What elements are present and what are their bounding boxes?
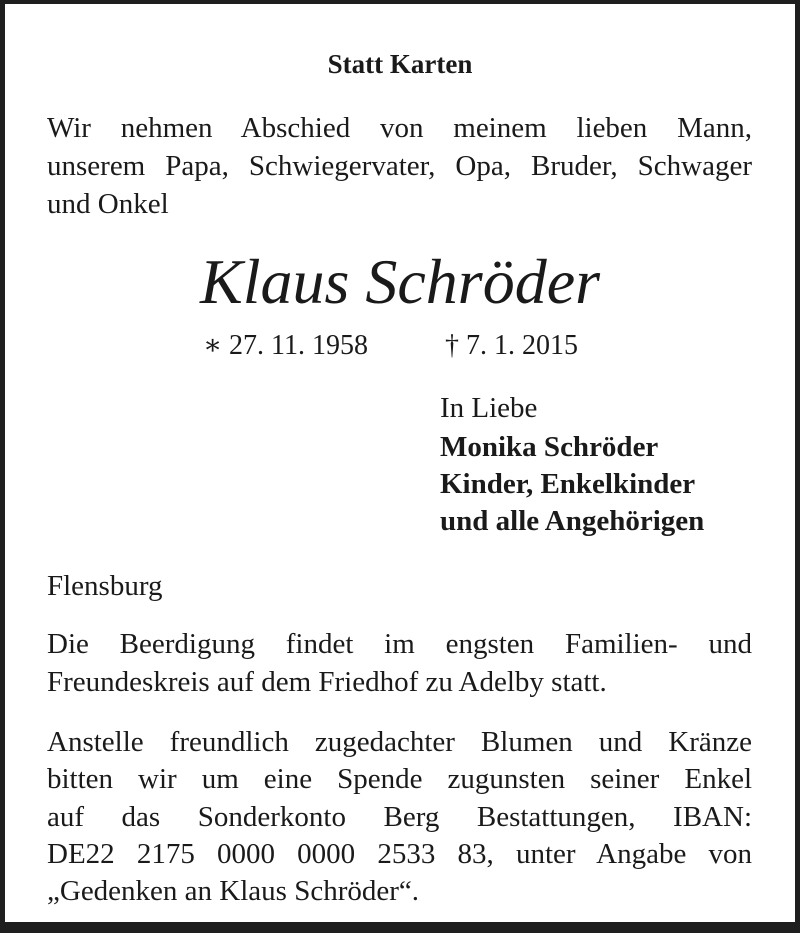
death-date: † 7. 1. 2015 (445, 330, 578, 361)
intro-line: Wir nehmen Abschied von meinem lieben Mann, (47, 112, 752, 144)
intro-line: und Onkel (47, 188, 169, 220)
heading: Statt Karten (327, 49, 473, 79)
signoff-name: Monika Schröder (440, 431, 659, 463)
signoff-name: und alle Angehörigen (440, 505, 705, 537)
donation-line: DE22 2175 0000 0000 2533 83, unter Angabe von (47, 838, 752, 870)
donation-line: „Gedenken an Klaus Schröder“. (47, 875, 420, 907)
intro-line: unserem Papa, Schwiegervater, Opa, Bruder, Schwager (47, 150, 752, 182)
donation-line: Anstelle freundlich zugedachter Blumen und Kränze (47, 726, 752, 758)
deceased-name: Klaus Schröder (200, 246, 600, 317)
birth-date: ∗ 27. 11. 1958 (203, 330, 368, 361)
donation-line: auf das Sonderkonto Berg Bestattungen, IBAN: (47, 801, 752, 833)
funeral-line: Freundeskreis auf dem Friedhof zu Adelby statt. (47, 666, 607, 698)
signoff-label: In Liebe (440, 392, 538, 424)
signoff-name: Kinder, Enkelkinder (440, 468, 696, 500)
funeral-line: Die Beerdigung findet im engsten Familien- und (47, 628, 752, 660)
place: Flensburg (47, 570, 163, 602)
donation-line: bitten wir um eine Spende zugunsten seiner Enkel (47, 763, 752, 795)
